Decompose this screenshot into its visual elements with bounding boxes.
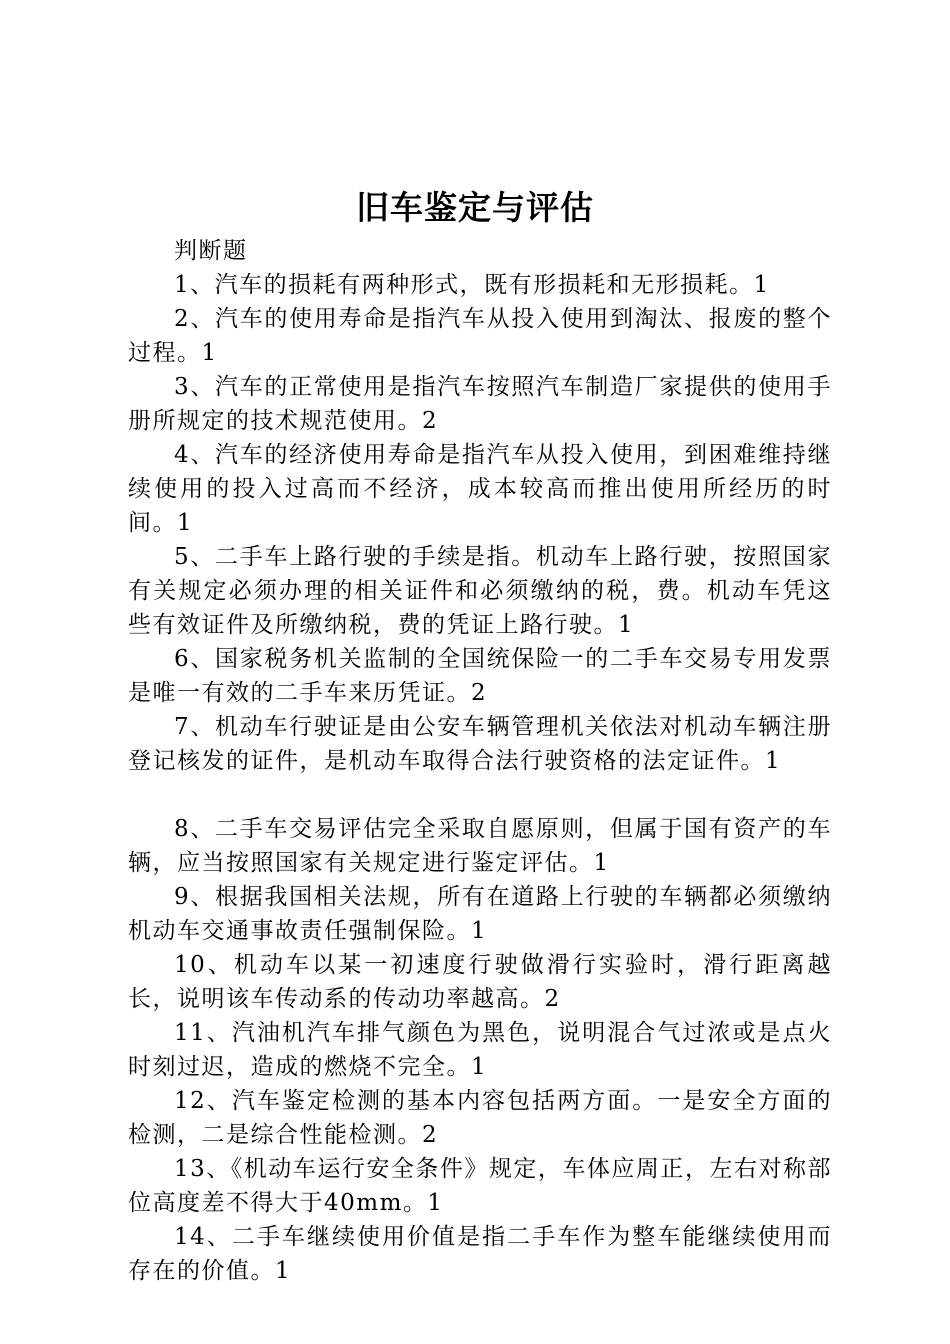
question-item-11: 11、汽油机汽车排气颜色为黑色，说明混合气过浓或是点火时刻过迟，造成的燃烧不完全。1 [128, 1020, 832, 1080]
question-item-8: 8、二手车交易评估完全采取自愿原则，但属于国有资产的车辆，应当按照国家有关规定进行鉴定评估。1 [128, 816, 832, 876]
question-item-4: 4、汽车的经济使用寿命是指汽车从投入使用，到困难维持继续使用的投入过高而不经济，成本较高而推出使用所经历的时间。1 [128, 442, 832, 536]
question-item-3: 3、汽车的正常使用是指汽车按照汽车制造厂家提供的使用手册所规定的技术规范使用。2 [128, 374, 832, 434]
question-item-6: 6、国家税务机关监制的全国统保险一的二手车交易专用发票是唯一有效的二手车来历凭证。2 [128, 646, 832, 706]
question-item-5: 5、二手车上路行驶的手续是指。机动车上路行驶，按照国家有关规定必须办理的相关证件和必须缴纳的税，费。机动车凭这些有效证件及所缴纳税，费的凭证上路行驶。1 [128, 544, 832, 638]
section-heading: 判断题 [174, 238, 248, 264]
question-item-7: 7、机动车行驶证是由公安车辆管理机关依法对机动车辆注册登记核发的证件，是机动车取得合法行驶资格的法定证件。1 [128, 714, 832, 774]
question-item-2: 2、汽车的使用寿命是指汽车从投入使用到淘汰、报废的整个过程。1 [128, 306, 832, 366]
question-item-1: 1、汽车的损耗有两种形式，既有形损耗和无形损耗。1 [174, 272, 770, 298]
question-item-9: 9、根据我国相关法规，所有在道路上行驶的车辆都必须缴纳机动车交通事故责任强制保险。1 [128, 884, 832, 944]
question-item-12: 12、汽车鉴定检测的基本内容包括两方面。一是安全方面的检测，二是综合性能检测。2 [128, 1088, 832, 1148]
document-title: 旧车鉴定与评估 [356, 188, 594, 227]
question-item-10: 10、机动车以某一初速度行驶做滑行实验时，滑行距离越长，说明该车传动系的传动功率越高。2 [128, 952, 832, 1012]
document-body [128, 234, 832, 1288]
question-item-14: 14、二手车继续使用价值是指二手车作为整车能继续使用而存在的价值。1 [128, 1224, 832, 1284]
question-item-13: 13、《机动车运行安全条件》规定，车体应周正，左右对称部位高度差不得大于40mm。1 [128, 1156, 832, 1216]
